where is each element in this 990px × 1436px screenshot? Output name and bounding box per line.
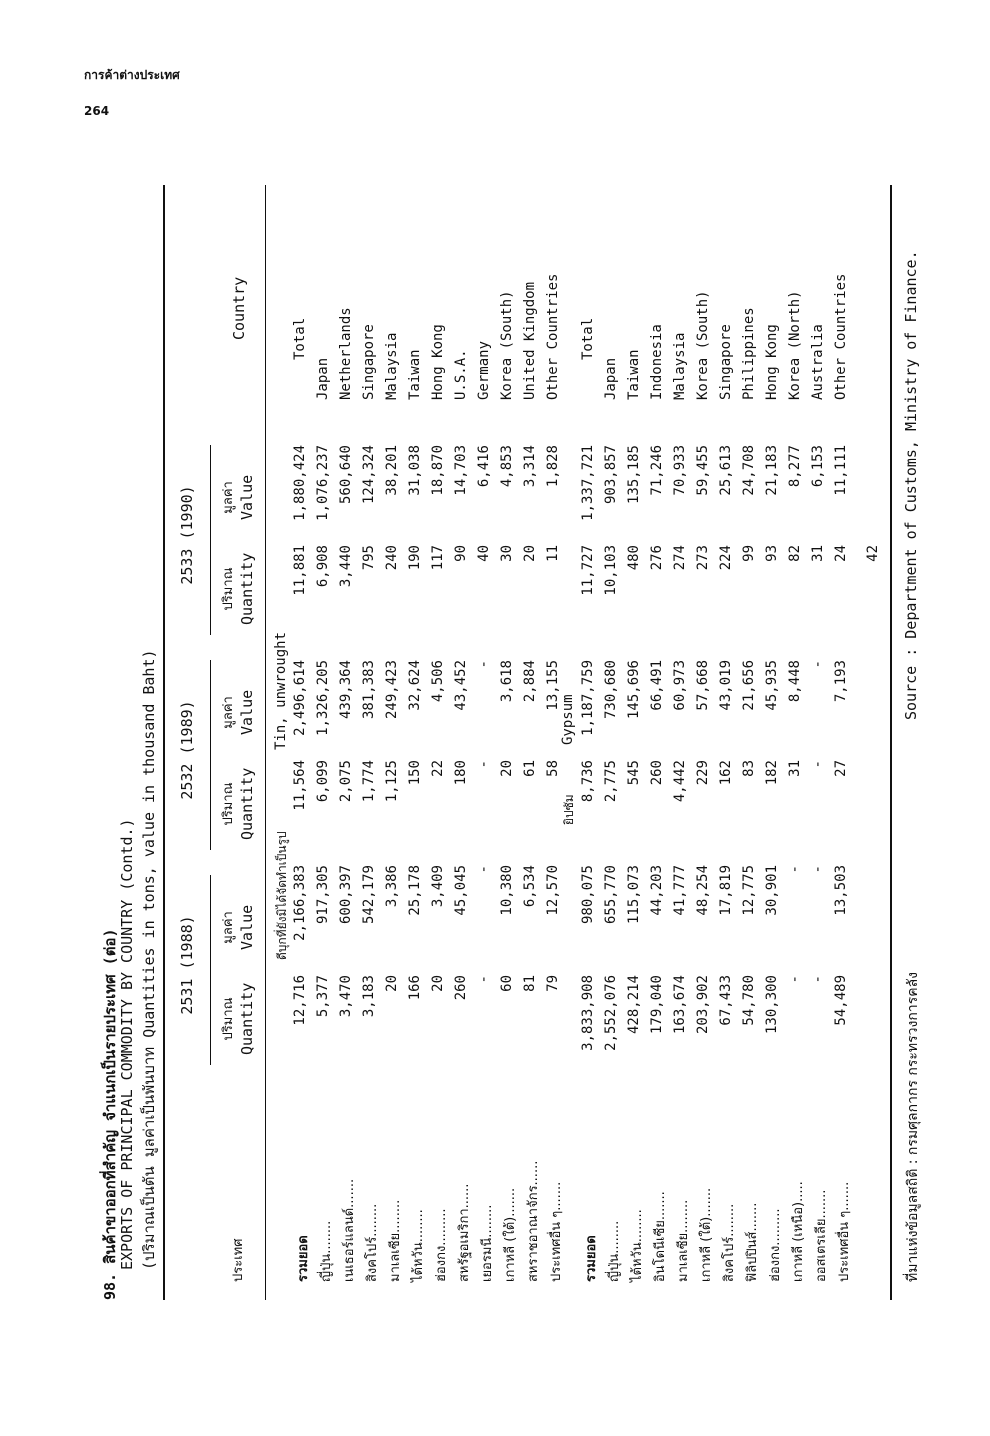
value-1989-cell: 43,452 [453, 660, 469, 711]
value-1988-cell: 655,770 [603, 865, 619, 925]
table-row [787, 185, 809, 1300]
country-th-cell: ฮ่องกง......... [768, 1208, 783, 1282]
table-row [384, 185, 406, 1300]
quantity-1988-cell: 3,470 [338, 975, 354, 1018]
quantity-1989-cell: 61 [522, 760, 538, 777]
quantity-1990-cell: 224 [718, 545, 734, 571]
quantity-1988-cell: 67,433 [718, 975, 734, 1026]
value-1988-cell: 600,397 [338, 865, 354, 925]
year-1990: 2533 (1990) [178, 485, 196, 585]
country-th-cell: สิงคโปร์........ [722, 1203, 737, 1282]
value-1990-cell: 1,880,424 [292, 445, 308, 521]
table-row [407, 185, 429, 1300]
value-1989-cell: 381,383 [361, 660, 377, 720]
quantity-1990-cell: 24 [833, 545, 849, 562]
table-row [672, 185, 694, 1300]
country-en-cell: Hong Kong [764, 324, 780, 400]
country-en-cell: Indonesia [649, 324, 665, 400]
quantity-1988-cell: 130,300 [764, 975, 780, 1035]
bottom-rule [890, 185, 892, 1300]
value-1990-cell: 903,857 [603, 445, 619, 505]
country-th-cell: เนเธอร์แลนด์....... [342, 1178, 357, 1282]
value-1990-cell: 24,708 [741, 445, 757, 496]
quantity-header-1989: ปริมาณ Quantity [221, 767, 256, 840]
quantity-1990-cell: 274 [672, 545, 688, 571]
header-rule [265, 185, 266, 1300]
country-en-cell: Korea (North) [787, 290, 803, 400]
rotated-table-page [60, 130, 940, 1300]
value-1988-cell: 25,178 [407, 865, 423, 916]
country-th-cell: ไต้หวัน........ [411, 1209, 426, 1282]
table-row [764, 185, 786, 1300]
value-1988-cell: 41,777 [672, 865, 688, 916]
country-en-cell: Singapore [361, 324, 377, 400]
quantity-1988-cell: 79 [545, 975, 561, 992]
value-1990-cell: 135,185 [626, 445, 642, 505]
country-en-cell: U.S.A. [453, 349, 469, 400]
country-en-cell: Germany [476, 340, 492, 400]
quantity-1989-cell: 22 [430, 760, 446, 777]
value-1990-cell: 71,246 [649, 445, 665, 496]
value-1990-cell: 8,277 [787, 445, 803, 488]
country-th-cell: ญี่ปุ่น........ [319, 1220, 334, 1282]
section-label-tin-en: Tin, unwrought [273, 631, 289, 750]
quantity-1990-cell: 99 [741, 545, 757, 562]
quantity-1989-cell: 229 [695, 760, 711, 786]
quantity-1989-cell: 20 [499, 760, 515, 777]
table-row [338, 185, 360, 1300]
quantity-1990-cell: 40 [476, 545, 492, 562]
section-header: การค้าต่างประเทศ [84, 68, 180, 82]
table-row-extra [865, 185, 887, 1300]
table-row [476, 185, 498, 1300]
country-th-cell: เกาหลี (ใต้)....... [699, 1187, 714, 1282]
quantity-1989-cell: 58 [545, 760, 561, 777]
value-1990-cell: 124,324 [361, 445, 377, 505]
quantity-1989-cell: 150 [407, 760, 423, 786]
table-row [695, 185, 717, 1300]
country-th-cell: เยอรมนี........ [480, 1204, 495, 1282]
value-1988-cell: 3,409 [430, 865, 446, 908]
value-1990-cell: 11,111 [833, 445, 849, 496]
quantity-1989-cell: 8,736 [580, 760, 596, 803]
quantity-1990-cell: 90 [453, 545, 469, 562]
country-th-cell: รวมยอด [296, 1235, 311, 1282]
table-row [603, 185, 625, 1300]
country-th-cell: ฟิลิปปินส์....... [745, 1202, 760, 1282]
country-th-cell: เกาหลี (เหนือ)..... [791, 1181, 806, 1282]
value-1988-cell: 10,380 [499, 865, 515, 916]
quantity-header-1988: ปริมาณ Quantity [221, 982, 256, 1055]
quantity-1990-cell: 20 [522, 545, 538, 562]
table-row [580, 185, 602, 1300]
quantity-1990-cell: 11 [545, 545, 561, 562]
country-en-cell: Taiwan [407, 349, 423, 400]
quantity-1990-cell: 3,440 [338, 545, 354, 588]
value-1989-cell: 3,618 [499, 660, 515, 703]
country-th-cell: ฮ่องกง......... [434, 1208, 449, 1282]
quantity-1989-cell: - [476, 760, 492, 769]
table-row [292, 185, 314, 1300]
quantity-1990-cell: 93 [764, 545, 780, 562]
quantity-1988-cell: 428,214 [626, 975, 642, 1035]
country-th-cell: มาเลเซีย........ [676, 1199, 691, 1282]
quantity-1990-cell: 11,727 [580, 545, 596, 596]
page-number: 264 [84, 104, 110, 118]
quantity-1989-cell: - [810, 760, 826, 769]
country-th-cell: ประเทศอื่น ๆ....... [549, 1181, 564, 1282]
value-1990-cell: 21,183 [764, 445, 780, 496]
quantity-1988-cell: 203,902 [695, 975, 711, 1035]
value-1990-cell: 25,613 [718, 445, 734, 496]
value-1989-cell: 2,496,614 [292, 660, 308, 736]
quantity-1988-cell: 81 [522, 975, 538, 992]
value-1989-cell: - [476, 660, 492, 669]
value-1989-cell: - [810, 660, 826, 669]
quantity-1990-cell: 795 [361, 545, 377, 571]
value-1990-cell: 31,038 [407, 445, 423, 496]
table-row [453, 185, 475, 1300]
country-en-cell: Korea (South) [695, 290, 711, 400]
quantity-1990-cell: 240 [384, 545, 400, 571]
value-1989-cell: 7,193 [833, 660, 849, 703]
table-row [361, 185, 383, 1300]
value-1990-cell: 6,153 [810, 445, 826, 488]
quantity-1989-cell: 2,075 [338, 760, 354, 803]
quantity-1988-cell: - [787, 975, 803, 984]
quantity-1989-cell: 11,564 [292, 760, 308, 811]
table-row [741, 185, 763, 1300]
quantity-1990-cell: 190 [407, 545, 423, 571]
value-1989-cell: 2,884 [522, 660, 538, 703]
country-en-cell: Malaysia [384, 332, 400, 400]
value-1990-cell: 70,933 [672, 445, 688, 496]
value-1990-cell: 1,076,237 [315, 445, 331, 521]
value-1989-cell: 4,506 [430, 660, 446, 703]
year-underline-1990 [210, 445, 211, 635]
value-header-1990: มูลค่า Value [221, 474, 256, 520]
country-th-cell: สหรัฐอเมริกา...... [457, 1183, 472, 1282]
quantity-1990-cell: 273 [695, 545, 711, 571]
country-en-cell: Philippines [741, 307, 757, 400]
section-label-gypsum-th: ยิปซัม [562, 794, 576, 825]
country-en-cell: Japan [315, 357, 331, 400]
quantity-1989-cell: 1,125 [384, 760, 400, 803]
country-en-cell: Malaysia [672, 332, 688, 400]
country-th-cell: รวมยอด [584, 1235, 599, 1282]
quantity-1989-cell: 2,775 [603, 760, 619, 803]
country-en-cell: Australia [810, 324, 826, 400]
value-1989-cell: 21,656 [741, 660, 757, 711]
top-rule [163, 185, 165, 1300]
value-1989-cell: 1,326,205 [315, 660, 331, 736]
quantity-1988-cell: 163,674 [672, 975, 688, 1035]
value-1989-cell: 730,680 [603, 660, 619, 720]
value-1988-cell: 45,045 [453, 865, 469, 916]
quantity-1988-cell: 2,552,076 [603, 975, 619, 1051]
quantity-1988-cell: 12,716 [292, 975, 308, 1026]
value-header-1989: มูลค่า Value [221, 689, 256, 735]
quantity-1988-cell: 54,780 [741, 975, 757, 1026]
value-1988-cell: 3,386 [384, 865, 400, 908]
country-en-cell: Korea (South) [499, 290, 515, 400]
country-en-cell: Singapore [718, 324, 734, 400]
table-row [718, 185, 740, 1300]
country-en-cell: Total [580, 317, 596, 360]
year-underline-1989 [210, 660, 211, 850]
value-1989-cell: 439,364 [338, 660, 354, 720]
quantity-1990-cell: 31 [810, 545, 826, 562]
value-1989-cell: 43,019 [718, 660, 734, 711]
quantity-1990-cell: 11,881 [292, 545, 308, 596]
quantity-1990-cell: 82 [787, 545, 803, 562]
value-1988-cell: 542,179 [361, 865, 377, 925]
quantity-1990-cell: 6,908 [315, 545, 331, 588]
quantity-1989-cell: 180 [453, 760, 469, 786]
table-row [833, 185, 855, 1300]
country-en-cell: Other Countries [545, 273, 561, 400]
value-1989-cell: 249,423 [384, 660, 400, 720]
value-1990-cell: 38,201 [384, 445, 400, 496]
quantity-1988-cell: 3,833,908 [580, 975, 596, 1051]
value-1988-cell: 13,503 [833, 865, 849, 916]
extra-quantity-cell: 42 [865, 545, 881, 562]
table-row [430, 185, 452, 1300]
section-label-tin-th: ดีบุกที่ยังมิได้จัดทำเป็นรูป [275, 831, 289, 960]
country-en-cell: Hong Kong [430, 324, 446, 400]
quantity-1990-cell: 276 [649, 545, 665, 571]
quantity-1989-cell: 545 [626, 760, 642, 786]
quantity-1989-cell: 27 [833, 760, 849, 777]
value-1988-cell: - [787, 865, 803, 874]
value-1989-cell: 145,696 [626, 660, 642, 720]
table-units: (ปริมาณเป็นตัน มูลค่าเป็นพันบาท Quantities in tons, value in thousand Baht) [140, 649, 158, 1270]
value-1990-cell: 14,703 [453, 445, 469, 496]
country-th-cell: สิงคโปร์........ [365, 1203, 380, 1282]
value-1988-cell: 6,534 [522, 865, 538, 908]
table-row [810, 185, 832, 1300]
country-th-cell: ออสเตรเลีย....... [814, 1189, 829, 1282]
quantity-1989-cell: 182 [764, 760, 780, 786]
value-1988-cell: 115,073 [626, 865, 642, 925]
value-1988-cell: 17,819 [718, 865, 734, 916]
value-1988-cell: 44,203 [649, 865, 665, 916]
country-th-cell: เกาหลี (ใต้)....... [503, 1187, 518, 1282]
quantity-1988-cell: - [810, 975, 826, 984]
quantity-1988-cell: 20 [384, 975, 400, 992]
country-en-cell: Taiwan [626, 349, 642, 400]
value-1989-cell: 57,668 [695, 660, 711, 711]
table-row [626, 185, 648, 1300]
table-title-english: EXPORTS OF PRINCIPAL COMMODITY BY COUNTRY (Contd.) [118, 818, 136, 1270]
value-1989-cell: 32,624 [407, 660, 423, 711]
quantity-1988-cell: 60 [499, 975, 515, 992]
section-label-gypsum-en: Gypsum [560, 694, 576, 745]
value-1990-cell: 3,314 [522, 445, 538, 488]
quantity-1988-cell: - [476, 975, 492, 984]
year-1988: 2531 (1988) [178, 915, 196, 1015]
quantity-1989-cell: 1,774 [361, 760, 377, 803]
quantity-1990-cell: 30 [499, 545, 515, 562]
value-1990-cell: 560,640 [338, 445, 354, 505]
year-1989: 2532 (1989) [178, 700, 196, 800]
table-title-thai: 98. สินค้าขาออกที่สำคัญ จำแนกเป็นรายประเทศ (ต่อ) [101, 928, 119, 1300]
quantity-1990-cell: 117 [430, 545, 446, 571]
table-row [499, 185, 521, 1300]
value-1989-cell: 1,187,759 [580, 660, 596, 736]
table-row [649, 185, 671, 1300]
country-th-cell: ไต้หวัน........ [630, 1209, 645, 1282]
country-en-cell: United Kingdom [522, 281, 538, 400]
value-1990-cell: 18,870 [430, 445, 446, 496]
quantity-1988-cell: 3,183 [361, 975, 377, 1018]
quantity-1988-cell: 20 [430, 975, 446, 992]
value-1989-cell: 66,491 [649, 660, 665, 711]
year-underline-1988 [210, 875, 211, 1065]
country-th-cell: สหราชอาณาจักร...... [526, 1160, 541, 1282]
country-th-cell: มาเลเซีย........ [388, 1199, 403, 1282]
country-en-header: Country [230, 276, 248, 340]
quantity-1988-cell: 260 [453, 975, 469, 1001]
table-row [315, 185, 337, 1300]
quantity-1988-cell: 5,377 [315, 975, 331, 1018]
source-english: Source : Department of Customs, Ministry of Finance. [902, 250, 920, 720]
value-1988-cell: - [810, 865, 826, 874]
value-1989-cell: 13,155 [545, 660, 561, 711]
quantity-1989-cell: 260 [649, 760, 665, 786]
quantity-1990-cell: 480 [626, 545, 642, 571]
value-1988-cell: 30,901 [764, 865, 780, 916]
quantity-1989-cell: 6,099 [315, 760, 331, 803]
value-1988-cell: 12,775 [741, 865, 757, 916]
country-en-cell: Japan [603, 357, 619, 400]
quantity-1988-cell: 54,489 [833, 975, 849, 1026]
value-1988-cell: 48,254 [695, 865, 711, 916]
value-1989-cell: 45,935 [764, 660, 780, 711]
source-thai: ที่มาแห่งข้อมูลสถิติ : กรมศุลกากร กระทรวงการคลัง [905, 972, 921, 1282]
country-en-cell: Netherlands [338, 307, 354, 400]
table-row [522, 185, 544, 1300]
country-en-cell: Other Countries [833, 273, 849, 400]
value-1989-cell: 8,448 [787, 660, 803, 703]
country-en-cell: Total [292, 317, 308, 360]
value-1988-cell: - [476, 865, 492, 874]
quantity-1989-cell: 162 [718, 760, 734, 786]
quantity-1988-cell: 179,040 [649, 975, 665, 1035]
value-1990-cell: 1,828 [545, 445, 561, 488]
value-1988-cell: 980,075 [580, 865, 596, 925]
quantity-1989-cell: 4,442 [672, 760, 688, 803]
country-th-cell: ญี่ปุ่น........ [607, 1220, 622, 1282]
value-1988-cell: 2,166,383 [292, 865, 308, 941]
value-1990-cell: 59,455 [695, 445, 711, 496]
value-1988-cell: 917,305 [315, 865, 331, 925]
value-1990-cell: 1,337,721 [580, 445, 596, 521]
quantity-1989-cell: 31 [787, 760, 803, 777]
value-header-1988: มูลค่า Value [221, 904, 256, 950]
quantity-1988-cell: 166 [407, 975, 423, 1001]
value-1988-cell: 12,570 [545, 865, 561, 916]
country-th-header: ประเทศ [231, 1238, 246, 1282]
value-1990-cell: 4,853 [499, 445, 515, 488]
quantity-1989-cell: 83 [741, 760, 757, 777]
country-th-cell: อินโดนีเซีย....... [653, 1191, 668, 1282]
value-1989-cell: 60,973 [672, 660, 688, 711]
quantity-1990-cell: 10,103 [603, 545, 619, 596]
value-1990-cell: 6,416 [476, 445, 492, 488]
country-th-cell: ประเทศอื่น ๆ....... [837, 1181, 852, 1282]
quantity-header-1990: ปริมาณ Quantity [221, 552, 256, 625]
